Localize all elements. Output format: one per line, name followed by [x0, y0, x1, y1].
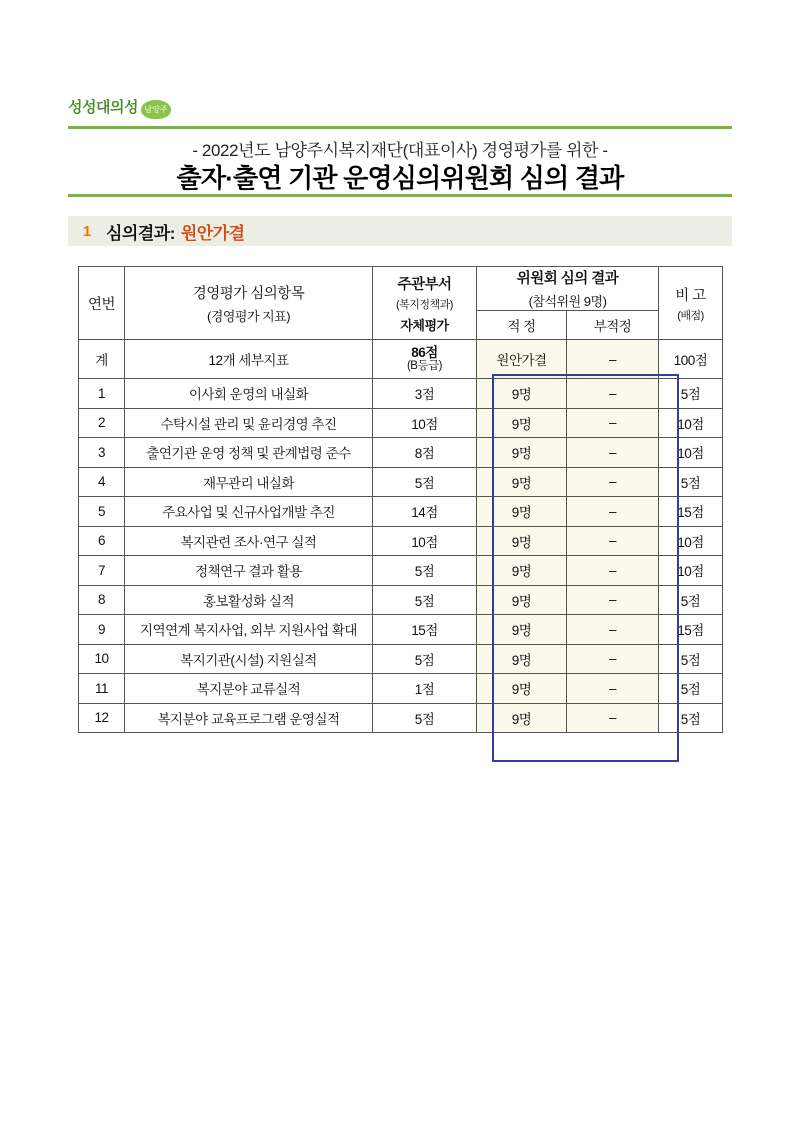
- cell-item: 주요사업 및 신규사업개발 추진: [125, 497, 373, 527]
- cell-remark: 5점: [659, 644, 723, 674]
- cell-item: 홍보활성화 실적: [125, 585, 373, 615]
- cell-no: 9: [79, 615, 125, 645]
- cell-no: 4: [79, 467, 125, 497]
- cell-remark: 5점: [659, 585, 723, 615]
- cell-remark: 15점: [659, 497, 723, 527]
- cell-no: 8: [79, 585, 125, 615]
- cell-dept: 3점: [373, 379, 477, 409]
- col-header-remark-label: 비 고: [675, 287, 706, 304]
- col-header-committee: [477, 267, 659, 311]
- cell-remark: 5점: [659, 467, 723, 497]
- cell-item: 이사회 운영의 내실화: [125, 379, 373, 409]
- cell-ok: 원안가결: [477, 340, 567, 379]
- cell-item: 정책연구 결과 활용: [125, 556, 373, 586]
- cell-dept: 10점: [373, 526, 477, 556]
- cell-remark: 10점: [659, 526, 723, 556]
- col-header-remark: [659, 267, 723, 340]
- col-header-remark-sub: (배점): [677, 309, 704, 322]
- table-body: [79, 340, 723, 733]
- header-divider-top: [68, 126, 732, 129]
- header-logo-row: [68, 92, 732, 128]
- cell-item: 복지분야 교류실적: [125, 674, 373, 704]
- cell-no: 10: [79, 644, 125, 674]
- table-row: [79, 408, 723, 438]
- cell-dept: 5점: [373, 585, 477, 615]
- cell-no: 3: [79, 438, 125, 468]
- leaf-icon: 남양주: [141, 100, 171, 119]
- table-row: [79, 615, 723, 645]
- cell-bad: –: [567, 497, 659, 527]
- table-row: [79, 497, 723, 527]
- table-row: [79, 585, 723, 615]
- table-row: [79, 526, 723, 556]
- cell-dept: 5점: [373, 556, 477, 586]
- section-header: [68, 216, 732, 246]
- cell-ok: 9명: [477, 703, 567, 733]
- cell-remark: 10점: [659, 556, 723, 586]
- table-head: [79, 267, 723, 340]
- cell-dept: 14점: [373, 497, 477, 527]
- cell-item: 재무관리 내실화: [125, 467, 373, 497]
- cell-bad: –: [567, 674, 659, 704]
- cell-dept: 1점: [373, 674, 477, 704]
- cell-ok: 9명: [477, 556, 567, 586]
- cell-dept-score: 86점: [411, 344, 438, 360]
- cell-remark: 15점: [659, 615, 723, 645]
- cell-item: 12개 세부지표: [125, 340, 373, 379]
- cell-no: 6: [79, 526, 125, 556]
- document-subtitle: - 2022년도 남양주시복지재단(대표이사) 경영평가를 위한 -: [192, 141, 608, 160]
- cell-bad: –: [567, 438, 659, 468]
- col-header-committee-sub: (참석위원 9명): [528, 294, 607, 309]
- cell-item: 복지관련 조사·연구 실적: [125, 526, 373, 556]
- col-header-item-label: 경영평가 심의항목: [192, 285, 305, 302]
- col-header-item: [125, 267, 373, 340]
- cell-no: 계: [79, 340, 125, 379]
- cell-remark: 5점: [659, 703, 723, 733]
- table-row: [79, 467, 723, 497]
- table-row: [79, 644, 723, 674]
- cell-ok: 9명: [477, 526, 567, 556]
- cell-bad: –: [567, 615, 659, 645]
- cell-dept: [373, 340, 477, 379]
- cell-bad: –: [567, 585, 659, 615]
- col-header-dept: [373, 267, 477, 340]
- cell-item: 출연기관 운영 정책 및 관계법령 준수: [125, 438, 373, 468]
- cell-ok: 9명: [477, 585, 567, 615]
- cell-dept-grade: (B등급): [406, 360, 443, 373]
- cell-ok: 9명: [477, 615, 567, 645]
- cell-bad: –: [567, 526, 659, 556]
- table-row-total: [79, 340, 723, 379]
- cell-no: 1: [79, 379, 125, 409]
- cell-dept: 8점: [373, 438, 477, 468]
- col-header-no-label: 연번: [87, 296, 115, 313]
- cell-no: 12: [79, 703, 125, 733]
- cell-remark: 10점: [659, 438, 723, 468]
- cell-ok: 9명: [477, 674, 567, 704]
- table-row: [79, 438, 723, 468]
- cell-remark: 10점: [659, 408, 723, 438]
- col-header-ok: 적 정: [477, 311, 567, 340]
- cell-ok: 9명: [477, 497, 567, 527]
- cell-bad: –: [567, 703, 659, 733]
- city-logo: [68, 92, 198, 122]
- cell-ok: 9명: [477, 644, 567, 674]
- cell-dept: 10점: [373, 408, 477, 438]
- cell-remark: 5점: [659, 674, 723, 704]
- cell-no: 7: [79, 556, 125, 586]
- page-title: 출자·출연 기관 운영심의위원회 심의 결과: [176, 163, 624, 193]
- cell-ok: 9명: [477, 438, 567, 468]
- table-row: [79, 674, 723, 704]
- cell-ok: 9명: [477, 379, 567, 409]
- cell-bad: –: [567, 408, 659, 438]
- header-divider-bottom: [68, 194, 732, 197]
- cell-remark: 100점: [659, 340, 723, 379]
- cell-bad: –: [567, 644, 659, 674]
- cell-item: 복지기관(시설) 지원실적: [125, 644, 373, 674]
- cell-dept: 5점: [373, 644, 477, 674]
- cell-ok: 9명: [477, 467, 567, 497]
- col-header-dept-self-eval: 자체평가: [400, 317, 449, 333]
- cell-remark: 5점: [659, 379, 723, 409]
- col-header-no: [79, 267, 125, 340]
- cell-bad: –: [567, 379, 659, 409]
- logo-text: 성성대의성: [68, 98, 138, 116]
- cell-dept: 15점: [373, 615, 477, 645]
- cell-bad: –: [567, 556, 659, 586]
- cell-bad: –: [567, 340, 659, 379]
- cell-dept: 5점: [373, 703, 477, 733]
- cell-item: 수탁시설 관리 및 윤리경영 추진: [125, 408, 373, 438]
- cell-no: 2: [79, 408, 125, 438]
- cell-ok: 9명: [477, 408, 567, 438]
- section-value: 원안가결: [180, 223, 245, 243]
- cell-bad: –: [567, 467, 659, 497]
- cell-dept: 5점: [373, 467, 477, 497]
- col-header-committee-label: 위원회 심의 결과: [516, 271, 619, 287]
- table-row: [79, 379, 723, 409]
- table-row: [79, 703, 723, 733]
- cell-no: 5: [79, 497, 125, 527]
- cell-item: 지역연계 복지사업, 외부 지원사업 확대: [125, 615, 373, 645]
- result-table: [78, 266, 723, 733]
- col-header-bad: 부적정: [567, 311, 659, 340]
- cell-item: 복지분야 교육프로그램 운영실적: [125, 703, 373, 733]
- col-header-dept-label: 주관부서: [397, 276, 452, 293]
- cell-no: 11: [79, 674, 125, 704]
- section-label: 심의결과:: [106, 223, 175, 243]
- col-header-item-sub: (경영평가 지표): [206, 308, 291, 324]
- section-number: 1: [82, 222, 92, 240]
- table-row: [79, 556, 723, 586]
- col-header-dept-sub: (복지정책과): [396, 298, 453, 311]
